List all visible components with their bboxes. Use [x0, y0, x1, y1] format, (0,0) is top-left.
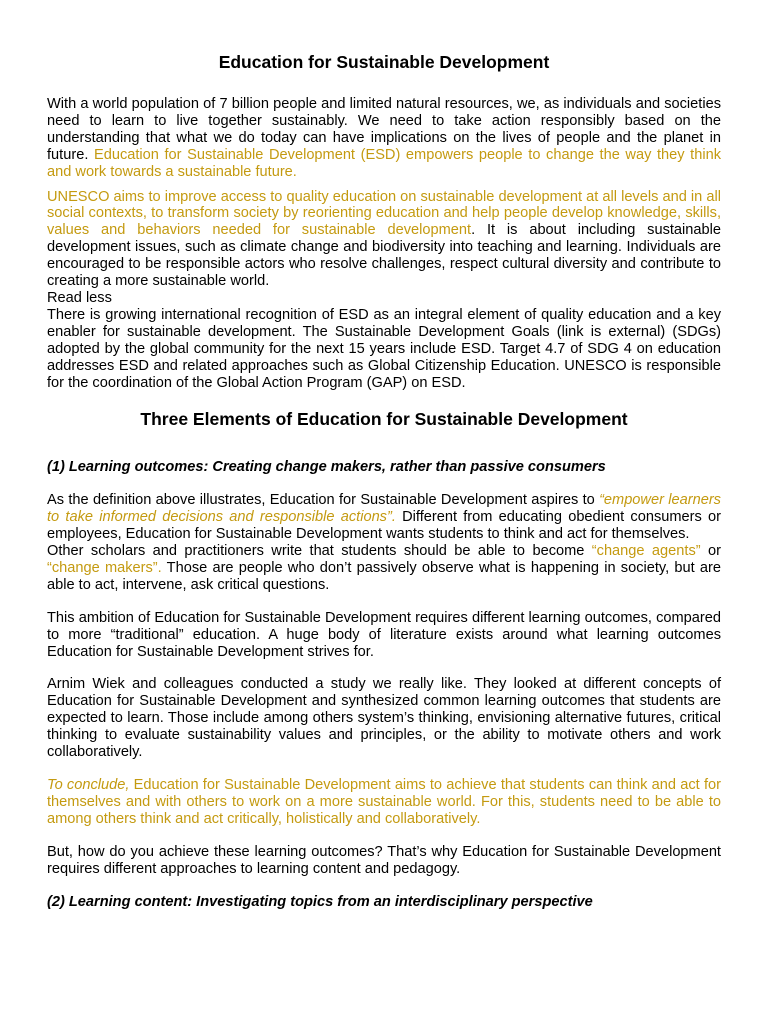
subheading-learning-outcomes: (1) Learning outcomes: Creating change makers, rather than passive consumers — [47, 459, 606, 476]
intro-paragraph-1 — [47, 96, 721, 181]
paragraph-change-agents — [47, 543, 721, 594]
intro-p1-text: With a world population of 7 billion people and limited natural resources, we, as individuals and societies need to learn to live together sustainably. We need to take action responsibly based on the understanding that what we do today can have implications on the lives of people and the planet in future. — [47, 96, 721, 163]
p5-or: or — [700, 543, 721, 560]
p5-text-a: Other scholars and practitioners write that students should be able to become — [47, 543, 592, 560]
intro-p2-text: . It is about including sustainable development issues, such as climate change and biodiversity into teaching and learning. Individuals are encouraged to be responsible actors who resolve challenges, respect cultural diversity and contribute to creating a more sustainable world. — [47, 222, 721, 290]
intro-paragraph-2 — [47, 189, 721, 290]
intro-paragraph-3: There is growing international recognition of ESD as an integral element of quality education and a key enabler for sustainable development. The Sustainable Development Goals (link is external) (SDGs) adopted by the global community for the next 15 years include ESD. Target 4.7 of SDG 4 on education addresses ESD and related approaches such as Global Citizenship Education. UNESCO is responsible for the coordination of the Global Action Program (GAP) on ESD. — [47, 306, 721, 391]
paragraph-ambition: This ambition of Education for Sustainable Development requires different learning outcomes, compared to more “traditional” education. A huge body of literature exists around what learning outcomes Education for Sustainable Development strives for. — [47, 609, 721, 660]
paragraph-wiek-study: Arnim Wiek and colleagues conducted a study we really like. They looked at different concepts of Education for Sustainable Development and synthesized common learning outcomes that students are expected to learn. Those include among others system’s thinking, envisioning alternative futures, critical thinking to evaluate sustainability values and principles, or the ability to motivate others and work collaboratively. — [47, 676, 721, 761]
p8-lead: To conclude, — [47, 777, 130, 793]
paragraph-conclusion — [47, 777, 721, 828]
p4-quote: “empower learners to take informed decisions and responsible actions”. — [47, 492, 721, 526]
p5-quote-2: “change makers”. — [47, 559, 162, 576]
page-title: Education for Sustainable Development — [218, 52, 550, 72]
section-title: Three Elements of Education for Sustainable Development — [140, 409, 628, 430]
paragraph-definition — [47, 492, 721, 543]
p4-text-a: As the definition above illustrates, Education for Sustainable Development aspires to — [47, 492, 600, 509]
p5-quote-1: “change agents” — [591, 543, 701, 560]
intro-p1-highlight: Education for Sustainable Development (ESD) empowers people to change the way they think and work towards a sustainable future. — [47, 146, 721, 180]
paragraph-how-to-achieve: But, how do you achieve these learning outcomes? That’s why Education for Sustainable Development requires different approaches to learning content and pedagogy. — [47, 843, 721, 877]
p4-text-b: Different from educating obedient consumers or employees, Education for Sustainable Development wants students to think and act for themselves. — [47, 509, 722, 543]
intro-p2-highlight: UNESCO aims to improve access to quality education on sustainable development at all levels and in all social contexts, to transform society by reorienting education and help people develop knowledge, skills, values and behaviors needed for sustainable development — [47, 188, 721, 239]
p8-rest: Education for Sustainable Development aims to achieve that students can think and act for themselves and with others to work on a more sustainable world. For this, students need to be able to among others think and act critically, holistically and collaboratively. — [47, 777, 721, 827]
p5-text-b: Those are people who don’t passively observe what is happening in society, but are able to act, intervene, ask critical questions. — [47, 559, 721, 593]
read-less-link[interactable]: Read less — [47, 289, 112, 306]
subheading-learning-content: (2) Learning content: Investigating topics from an interdisciplinary perspective — [47, 893, 593, 910]
